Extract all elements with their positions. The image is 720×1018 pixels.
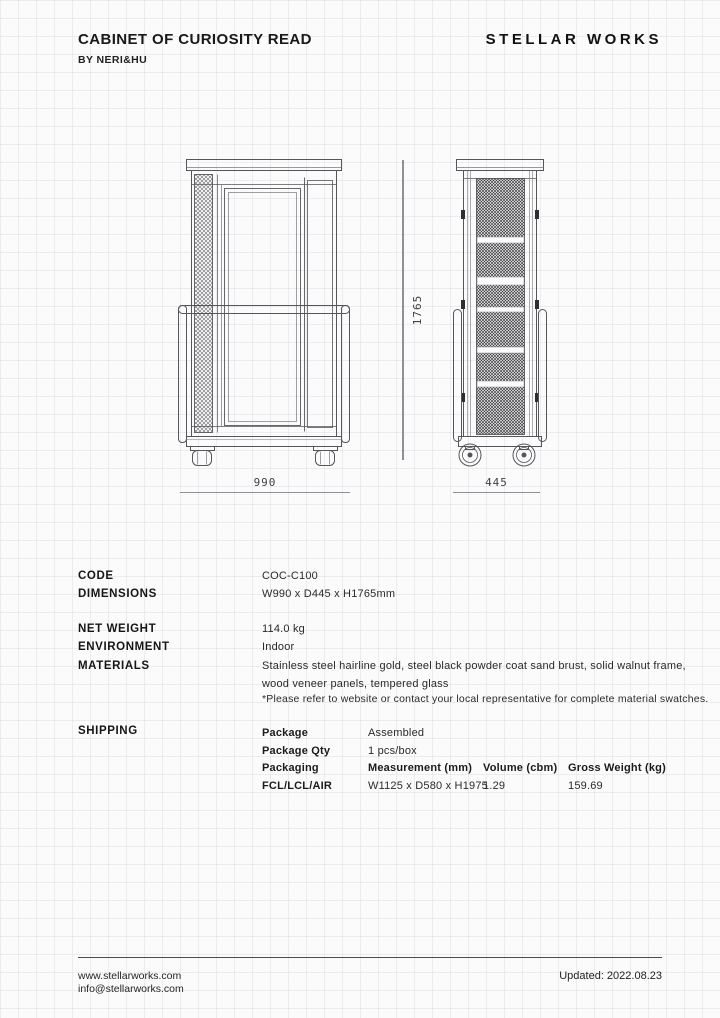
designer-subtitle: BY NERI&HU — [78, 54, 148, 66]
net-weight-value: 114.0 kg — [262, 623, 305, 635]
front-left-door — [225, 189, 301, 426]
dimensions-value: W990 x D445 x H1765mm — [262, 588, 396, 600]
materials-value-line2: wood veneer panels, tempered glass — [262, 678, 449, 690]
dimensions-label: DIMENSIONS — [78, 588, 157, 600]
brand-logo: STELLAR WORKS — [485, 31, 662, 48]
code-value: COC-C100 — [262, 570, 319, 582]
package-qty-label: Package Qty — [262, 745, 331, 757]
dimension-width-label: 990 — [253, 476, 277, 489]
footer-divider — [78, 957, 662, 958]
package-qty-value: 1 pcs/box — [368, 745, 417, 757]
side-view-drawing — [450, 155, 550, 467]
front-right-door — [308, 181, 333, 428]
dimension-depth-line — [453, 492, 540, 493]
dimension-width-line — [180, 492, 350, 493]
code-label: CODE — [78, 570, 114, 582]
product-title: CABINET OF CURIOSITY READ — [78, 31, 312, 48]
environment-value: Indoor — [262, 641, 295, 653]
fcl-gross-weight-value: 159.69 — [568, 780, 603, 792]
materials-note: *Please refer to website or contact your local representative for complete material swatches. — [262, 693, 709, 705]
measurement-column-header: Measurement (mm) — [368, 762, 473, 774]
gross-weight-column-header: Gross Weight (kg) — [568, 762, 666, 774]
dimension-depth-label: 445 — [485, 476, 508, 489]
side-mesh-panel — [477, 179, 525, 435]
front-casters — [193, 451, 335, 466]
dimension-height-label — [395, 288, 439, 332]
fcl-volume-value: 1.29 — [483, 780, 506, 792]
materials-value-line1: Stainless steel hairline gold, steel black powder coat sand brust, solid walnut frame, — [262, 660, 686, 672]
shipping-label: SHIPPING — [78, 725, 138, 737]
front-view-drawing — [176, 155, 352, 467]
packaging-column-header: Packaging — [262, 762, 319, 774]
front-mesh-panel — [195, 175, 213, 433]
package-label: Package — [262, 727, 309, 739]
side-casters — [459, 444, 535, 466]
fcl-row-label: FCL/LCL/AIR — [262, 780, 333, 792]
website-link[interactable]: www.stellarworks.com — [78, 970, 182, 982]
package-value: Assembled — [368, 727, 425, 739]
dimension-height-value: 1765 — [410, 294, 424, 326]
fcl-measurement-value: W1125 x D580 x H1975 — [368, 780, 488, 792]
updated-date: Updated: 2022.08.23 — [559, 970, 662, 982]
environment-label: ENVIRONMENT — [78, 641, 170, 653]
volume-column-header: Volume (cbm) — [483, 762, 558, 774]
materials-label: MATERIALS — [78, 660, 150, 672]
email-link[interactable]: info@stellarworks.com — [78, 983, 184, 995]
net-weight-label: NET WEIGHT — [78, 623, 157, 635]
